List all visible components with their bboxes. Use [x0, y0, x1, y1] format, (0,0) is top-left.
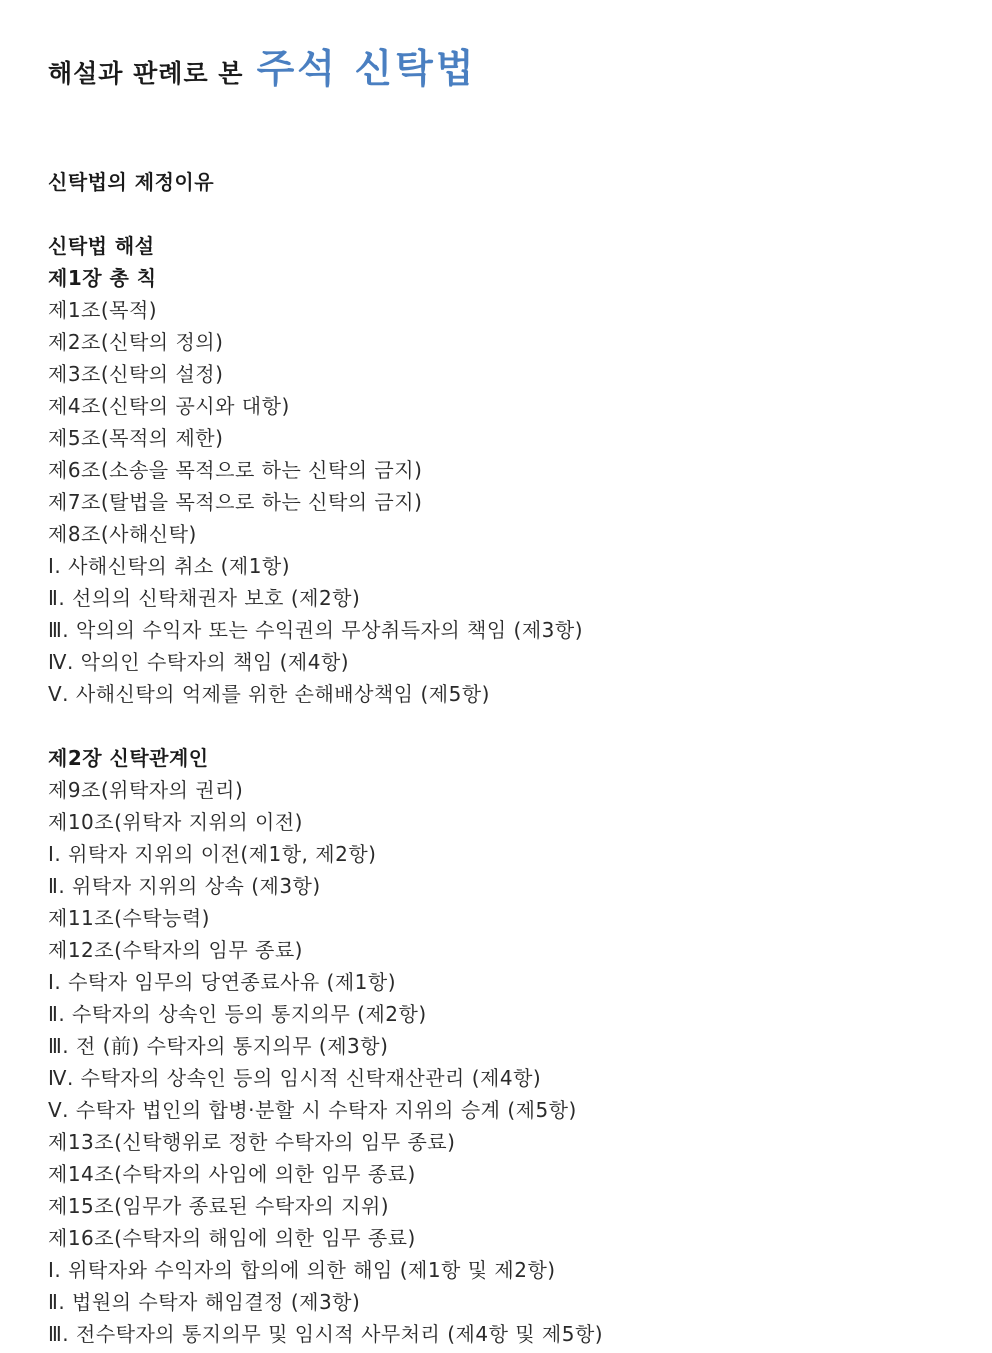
toc-item: 제3조(신탁의 설정) — [48, 362, 224, 386]
toc-item: Ⅰ. 위탁자와 수익자의 합의에 의한 해임 (제1항 및 제2항) — [48, 1258, 556, 1282]
toc-spacer — [48, 710, 603, 742]
toc-heading: 신탁법 해설 — [48, 234, 155, 258]
toc-item: Ⅳ. 수탁자의 상속인 등의 임시적 신탁재산관리 (제4항) — [48, 1066, 542, 1090]
toc-item: Ⅳ. 악의인 수탁자의 책임 (제4항) — [48, 650, 350, 674]
toc-item: Ⅱ. 위탁자 지위의 상속 (제3항) — [48, 874, 321, 898]
toc-item: 제10조(위탁자 지위의 이전) — [48, 810, 303, 834]
toc-item: Ⅲ. 전 (前) 수탁자의 통지의무 (제3항) — [48, 1034, 389, 1058]
toc-item: Ⅴ. 수탁자 법인의 합병·분할 시 수탁자 지위의 승계 (제5항) — [48, 1098, 577, 1122]
toc-item: 제7조(탈법을 목적으로 하는 신탁의 금지) — [48, 490, 423, 514]
toc-item: 제12조(수탁자의 임무 종료) — [48, 938, 303, 962]
book-title-prefix: 해설과 판례로 본 — [48, 59, 244, 88]
toc-item: 제13조(신탁행위로 정한 수탁자의 임무 종료) — [48, 1130, 456, 1154]
book-title-main: 주석 신탁법 — [256, 47, 477, 92]
toc-item: 제16조(수탁자의 해임에 의한 임무 종료) — [48, 1226, 416, 1250]
toc-item: 제15조(임무가 종료된 수탁자의 지위) — [48, 1194, 390, 1218]
toc-item: 제2조(신탁의 정의) — [48, 330, 224, 354]
toc-heading: 제1장 총 칙 — [48, 266, 157, 290]
toc-item: 제1조(목적) — [48, 298, 158, 322]
toc-spacer — [48, 198, 603, 230]
toc-item: 제9조(위탁자의 권리) — [48, 778, 244, 802]
toc-item: 제6조(소송을 목적으로 하는 신탁의 금지) — [48, 458, 423, 482]
table-of-contents — [48, 166, 603, 1350]
toc-item: 제8조(사해신탁) — [48, 522, 197, 546]
toc-item: Ⅴ. 사해신탁의 억제를 위한 손해배상책임 (제5항) — [48, 682, 490, 706]
toc-item: Ⅱ. 수탁자의 상속인 등의 통지의무 (제2항) — [48, 1002, 427, 1026]
toc-item: Ⅲ. 전수탁자의 통지의무 및 임시적 사무처리 (제4항 및 제5항) — [48, 1322, 604, 1346]
toc-item: 제4조(신탁의 공시와 대항) — [48, 394, 290, 418]
toc-item: Ⅱ. 선의의 신탁채권자 보호 (제2항) — [48, 586, 361, 610]
toc-item: Ⅰ. 위탁자 지위의 이전(제1항, 제2항) — [48, 842, 377, 866]
toc-item: Ⅰ. 수탁자 임무의 당연종료사유 (제1항) — [48, 970, 396, 994]
toc-item: Ⅰ. 사해신탁의 취소 (제1항) — [48, 554, 291, 578]
toc-item: 제14조(수탁자의 사임에 의한 임무 종료) — [48, 1162, 416, 1186]
toc-item: 제5조(목적의 제한) — [48, 426, 224, 450]
toc-heading: 제2장 신탁관계인 — [48, 746, 209, 770]
toc-heading: 신탁법의 제정이유 — [48, 170, 215, 194]
toc-item: Ⅱ. 법원의 수탁자 해임결정 (제3항) — [48, 1290, 361, 1314]
book-title — [48, 38, 477, 94]
toc-item: 제11조(수탁능력) — [48, 906, 210, 930]
toc-item: Ⅲ. 악의의 수익자 또는 수익권의 무상취득자의 책임 (제3항) — [48, 618, 584, 642]
